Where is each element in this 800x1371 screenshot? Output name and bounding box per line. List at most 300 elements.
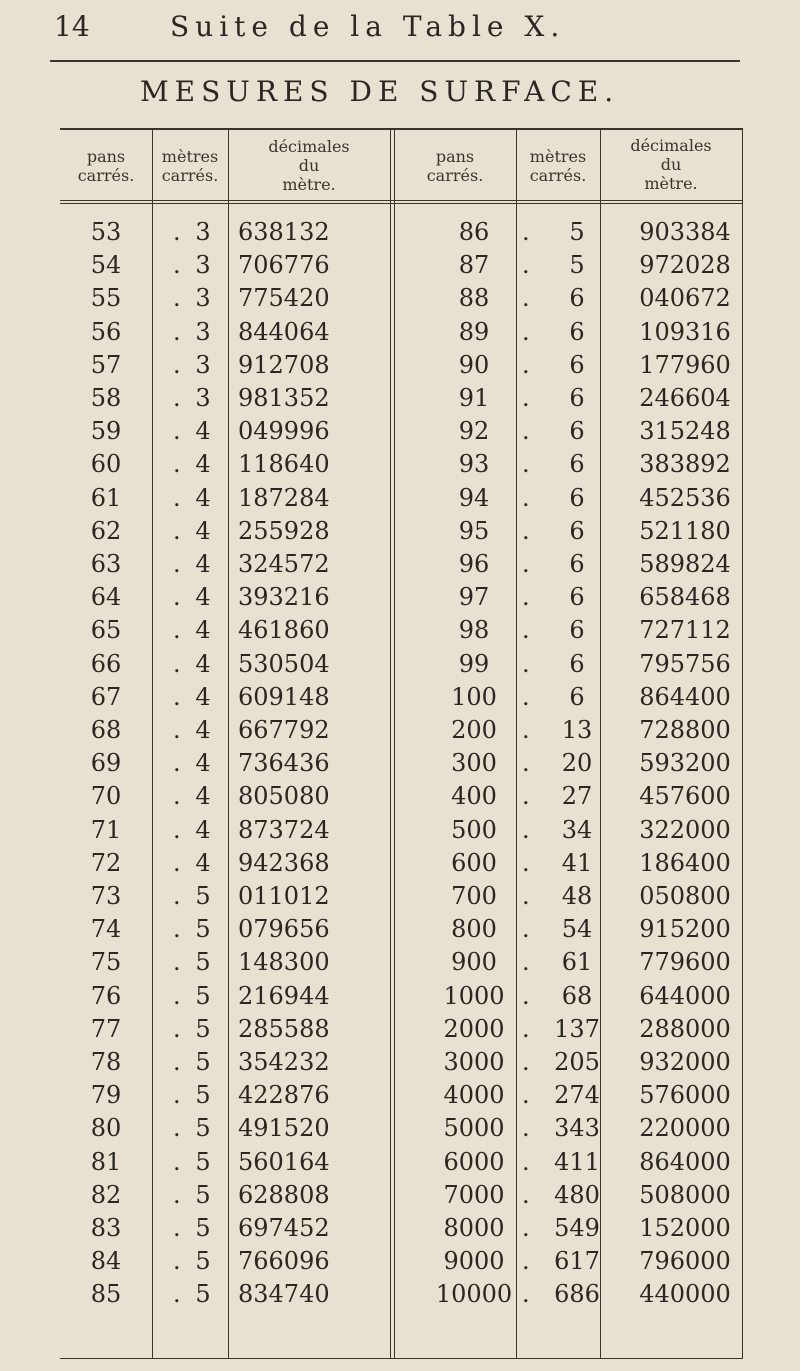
pans-right-cell: 92 (458, 417, 490, 446)
decimals-left-cell: 354232 (238, 1048, 330, 1076)
metres-right-cell: 13 (561, 716, 593, 744)
metres-right-cell: 5 (569, 218, 585, 246)
metres-left-cell: 5 (195, 948, 211, 977)
separator-dot: . (522, 1014, 530, 1043)
separator-dot: . (173, 384, 181, 412)
decimals-left-cell: 942368 (238, 848, 330, 877)
table-row (60, 349, 742, 382)
pans-left-cell: 66 (90, 649, 122, 678)
decimals-right-cell: 186400 (639, 848, 731, 877)
pans-right-cell: 100 (451, 682, 497, 711)
separator-dot: . (173, 1048, 181, 1076)
metres-left-cell: 4 (195, 682, 211, 711)
table-row (60, 847, 742, 880)
separator-dot: . (173, 981, 181, 1010)
pans-left-cell: 85 (90, 1280, 122, 1309)
separator-dot: . (173, 882, 181, 910)
pans-right-cell: 400 (451, 782, 497, 811)
decimals-right-cell: 903384 (639, 218, 731, 246)
pans-left-cell: 63 (90, 550, 122, 578)
table-row (60, 780, 742, 813)
separator-dot: . (522, 550, 530, 578)
pans-right-cell: 700 (451, 882, 497, 910)
table-row (60, 1146, 742, 1179)
separator-dot: . (173, 218, 181, 246)
separator-dot: . (173, 915, 181, 944)
separator-dot: . (522, 815, 530, 844)
separator-dot: . (522, 616, 530, 645)
decimals-left-cell: 187284 (238, 483, 330, 512)
pans-left-cell: 73 (90, 882, 122, 910)
separator-dot: . (173, 782, 181, 811)
metres-left-cell: 4 (195, 749, 211, 778)
metres-right-cell: 6 (569, 682, 585, 711)
decimals-right-cell: 915200 (639, 915, 731, 944)
decimals-right-cell: 864400 (639, 682, 731, 711)
pans-left-cell: 76 (90, 981, 122, 1010)
metres-right-cell: 68 (561, 981, 593, 1010)
separator-dot: . (173, 483, 181, 512)
top-rule (50, 60, 740, 62)
metres-left-cell: 4 (195, 450, 211, 479)
decimals-right-cell: 109316 (639, 317, 731, 346)
separator-dot: . (522, 1114, 530, 1143)
metres-right-cell: 5 (569, 251, 585, 280)
decimals-right-cell: 246604 (639, 384, 731, 412)
separator-dot: . (173, 550, 181, 578)
decimals-left-cell: 766096 (238, 1247, 330, 1276)
table-row (60, 316, 742, 349)
table-row (60, 614, 742, 647)
metres-right-cell: 480 (554, 1180, 600, 1209)
pans-left-cell: 65 (90, 616, 122, 645)
metres-right-cell: 6 (569, 550, 585, 578)
separator-dot: . (522, 516, 530, 545)
table-row (60, 681, 742, 714)
decimals-right-cell: 315248 (639, 417, 731, 446)
pans-left-cell: 78 (90, 1048, 122, 1076)
metres-left-cell: 3 (195, 218, 211, 246)
pans-right-cell: 300 (451, 749, 497, 778)
decimals-right-cell: 644000 (639, 981, 731, 1010)
pans-right-cell: 88 (458, 284, 490, 313)
metres-right-cell: 54 (561, 915, 593, 944)
header-rule (60, 203, 742, 204)
metres-right-cell: 6 (569, 284, 585, 313)
separator-dot: . (522, 417, 530, 446)
pans-right-cell: 8000 (443, 1214, 505, 1242)
separator-dot: . (173, 516, 181, 545)
separator-dot: . (173, 251, 181, 280)
table-row (60, 1013, 742, 1046)
metres-right-cell: 20 (561, 749, 593, 778)
pans-right-cell: 86 (458, 218, 490, 246)
decimals-right-cell: 864000 (639, 1147, 731, 1176)
decimals-left-cell: 255928 (238, 516, 330, 545)
pans-right-cell: 200 (451, 716, 497, 744)
metres-left-cell: 4 (195, 417, 211, 446)
separator-dot: . (522, 1180, 530, 1209)
table-row (60, 814, 742, 847)
metres-left-cell: 3 (195, 317, 211, 346)
decimals-right-cell: 177960 (639, 350, 731, 379)
decimals-right-cell: 288000 (639, 1014, 731, 1043)
pans-left-cell: 64 (90, 583, 122, 612)
separator-dot: . (173, 583, 181, 612)
decimals-left-cell: 049996 (238, 417, 330, 446)
pans-right-cell: 600 (451, 848, 497, 877)
decimals-right-cell: 457600 (639, 782, 731, 811)
metres-left-cell: 5 (195, 1114, 211, 1143)
separator-dot: . (173, 450, 181, 479)
metres-right-cell: 549 (554, 1214, 600, 1242)
separator-dot: . (522, 1247, 530, 1276)
metres-left-cell: 4 (195, 716, 211, 744)
metres-left-cell: 5 (195, 1081, 211, 1110)
metres-left-cell: 3 (195, 284, 211, 313)
decimals-right-cell: 728800 (639, 716, 731, 744)
decimals-right-cell: 322000 (639, 815, 731, 844)
separator-dot: . (173, 616, 181, 645)
separator-dot: . (522, 483, 530, 512)
pans-left-cell: 72 (90, 848, 122, 877)
column-header: mètres carrés. (161, 147, 219, 185)
pans-right-cell: 96 (458, 550, 490, 578)
separator-dot: . (173, 284, 181, 313)
separator-dot: . (173, 948, 181, 977)
pans-left-cell: 80 (90, 1114, 122, 1143)
metres-right-cell: 411 (554, 1147, 600, 1176)
separator-dot: . (522, 1280, 530, 1309)
metres-right-cell: 6 (569, 483, 585, 512)
separator-dot: . (173, 1014, 181, 1043)
separator-dot: . (522, 882, 530, 910)
metres-left-cell: 4 (195, 583, 211, 612)
metres-right-cell: 6 (569, 317, 585, 346)
decimals-left-cell: 011012 (238, 882, 330, 910)
separator-dot: . (522, 915, 530, 944)
pans-left-cell: 54 (90, 251, 122, 280)
table-row (60, 913, 742, 946)
pans-right-cell: 5000 (443, 1114, 505, 1143)
table-row (60, 515, 742, 548)
metres-right-cell: 343 (554, 1114, 600, 1143)
pans-left-cell: 81 (90, 1147, 122, 1176)
decimals-right-cell: 727112 (639, 616, 731, 645)
metres-left-cell: 4 (195, 815, 211, 844)
pans-left-cell: 70 (90, 782, 122, 811)
pans-right-cell: 10000 (435, 1280, 513, 1309)
metres-right-cell: 27 (561, 782, 593, 811)
pans-right-cell: 94 (458, 483, 490, 512)
metres-left-cell: 4 (195, 550, 211, 578)
separator-dot: . (173, 649, 181, 678)
metres-left-cell: 5 (195, 1180, 211, 1209)
metres-left-cell: 4 (195, 782, 211, 811)
decimals-left-cell: 981352 (238, 384, 330, 412)
table-row (60, 648, 742, 681)
table-row (60, 714, 742, 747)
table-title: MESURES DE SURFACE. (140, 75, 620, 108)
separator-dot: . (522, 1081, 530, 1110)
pans-left-cell: 84 (90, 1247, 122, 1276)
pans-right-cell: 4000 (443, 1081, 505, 1110)
pans-left-cell: 57 (90, 350, 122, 379)
pans-right-cell: 98 (458, 616, 490, 645)
pans-left-cell: 83 (90, 1214, 122, 1242)
decimals-left-cell: 393216 (238, 583, 330, 612)
column-header: pans carrés. (77, 147, 135, 185)
separator-dot: . (173, 848, 181, 877)
table-row (60, 1278, 742, 1311)
decimals-right-cell: 795756 (639, 649, 731, 678)
metres-right-cell: 6 (569, 450, 585, 479)
metres-left-cell: 5 (195, 1048, 211, 1076)
table-row (60, 1112, 742, 1145)
decimals-right-cell: 593200 (639, 749, 731, 778)
metres-left-cell: 5 (195, 1280, 211, 1309)
decimals-right-cell: 452536 (639, 483, 731, 512)
table-row (60, 946, 742, 979)
separator-dot: . (173, 1147, 181, 1176)
pans-right-cell: 90 (458, 350, 490, 379)
metres-right-cell: 6 (569, 350, 585, 379)
column-header: décimales du mètre. (630, 135, 712, 193)
metres-right-cell: 6 (569, 516, 585, 545)
metres-left-cell: 5 (195, 981, 211, 1010)
decimals-right-cell: 972028 (639, 251, 731, 280)
pans-right-cell: 3000 (443, 1048, 505, 1076)
decimals-left-cell: 736436 (238, 749, 330, 778)
separator-dot: . (173, 682, 181, 711)
pans-right-cell: 1000 (443, 981, 505, 1010)
metres-left-cell: 4 (195, 616, 211, 645)
separator-dot: . (173, 1214, 181, 1242)
pans-left-cell: 58 (90, 384, 122, 412)
metres-left-cell: 4 (195, 649, 211, 678)
metres-right-cell: 274 (554, 1081, 600, 1110)
column-header: mètres carrés. (529, 147, 587, 185)
pans-left-cell: 53 (90, 218, 122, 246)
separator-dot: . (522, 981, 530, 1010)
metres-left-cell: 3 (195, 350, 211, 379)
separator-dot: . (173, 1247, 181, 1276)
metres-left-cell: 4 (195, 848, 211, 877)
decimals-right-cell: 152000 (639, 1214, 731, 1242)
decimals-left-cell: 805080 (238, 782, 330, 811)
decimals-right-cell: 576000 (639, 1081, 731, 1110)
running-title: Suite de la Table X. (170, 10, 566, 43)
pans-left-cell: 71 (90, 815, 122, 844)
separator-dot: . (522, 350, 530, 379)
decimals-right-cell: 383892 (639, 450, 731, 479)
metres-right-cell: 48 (561, 882, 593, 910)
table-row (60, 581, 742, 614)
separator-dot: . (522, 384, 530, 412)
pans-left-cell: 75 (90, 948, 122, 977)
separator-dot: . (522, 782, 530, 811)
separator-dot: . (173, 417, 181, 446)
decimals-right-cell: 779600 (639, 948, 731, 977)
decimals-left-cell: 628808 (238, 1180, 330, 1209)
decimals-left-cell: 079656 (238, 915, 330, 944)
table-row (60, 282, 742, 315)
pans-left-cell: 62 (90, 516, 122, 545)
page-number: 14 (54, 10, 90, 43)
decimals-left-cell: 118640 (238, 450, 330, 479)
pans-left-cell: 67 (90, 682, 122, 711)
pans-right-cell: 800 (451, 915, 497, 944)
metres-right-cell: 61 (561, 948, 593, 977)
metres-left-cell: 5 (195, 882, 211, 910)
table-row (60, 548, 742, 581)
decimals-left-cell: 560164 (238, 1147, 330, 1176)
separator-dot: . (522, 848, 530, 877)
separator-dot: . (173, 350, 181, 379)
pans-left-cell: 59 (90, 417, 122, 446)
decimals-left-cell: 324572 (238, 550, 330, 578)
pans-right-cell: 9000 (443, 1247, 505, 1276)
pans-left-cell: 77 (90, 1014, 122, 1043)
pans-right-cell: 93 (458, 450, 490, 479)
metres-right-cell: 617 (554, 1247, 600, 1276)
pans-left-cell: 68 (90, 716, 122, 744)
pans-right-cell: 97 (458, 583, 490, 612)
table-row (60, 448, 742, 481)
metres-right-cell: 41 (561, 848, 593, 877)
metres-left-cell: 4 (195, 483, 211, 512)
decimals-right-cell: 932000 (639, 1048, 731, 1076)
metres-right-cell: 6 (569, 384, 585, 412)
decimals-right-cell: 220000 (639, 1114, 731, 1143)
pans-right-cell: 89 (458, 317, 490, 346)
metres-left-cell: 5 (195, 1014, 211, 1043)
header-rule (60, 200, 742, 201)
metres-right-cell: 205 (554, 1048, 600, 1076)
metres-left-cell: 5 (195, 1247, 211, 1276)
metres-left-cell: 5 (195, 915, 211, 944)
decimals-right-cell: 050800 (639, 882, 731, 910)
decimals-left-cell: 834740 (238, 1280, 330, 1309)
separator-dot: . (173, 1081, 181, 1110)
decimals-left-cell: 491520 (238, 1114, 330, 1143)
separator-dot: . (173, 1280, 181, 1309)
separator-dot: . (522, 682, 530, 711)
decimals-right-cell: 440000 (639, 1280, 731, 1309)
pans-right-cell: 6000 (443, 1147, 505, 1176)
column-header: pans carrés. (426, 147, 484, 185)
decimals-left-cell: 667792 (238, 716, 330, 744)
separator-dot: . (173, 749, 181, 778)
pans-right-cell: 900 (451, 948, 497, 977)
pans-left-cell: 55 (90, 284, 122, 313)
separator-dot: . (522, 749, 530, 778)
table-row (60, 880, 742, 913)
decimals-left-cell: 609148 (238, 682, 330, 711)
metres-right-cell: 6 (569, 583, 585, 612)
decimals-left-cell: 216944 (238, 981, 330, 1010)
separator-dot: . (173, 317, 181, 346)
separator-dot: . (173, 815, 181, 844)
column-header: décimales du mètre. (268, 136, 350, 194)
decimals-left-cell: 422876 (238, 1081, 330, 1110)
pans-right-cell: 500 (451, 815, 497, 844)
metres-right-cell: 686 (554, 1280, 600, 1309)
separator-dot: . (522, 284, 530, 313)
decimals-left-cell: 148300 (238, 948, 330, 977)
metres-left-cell: 5 (195, 1147, 211, 1176)
metres-left-cell: 3 (195, 251, 211, 280)
table-row (60, 1179, 742, 1212)
table-row (60, 249, 742, 282)
pans-left-cell: 56 (90, 317, 122, 346)
metres-right-cell: 6 (569, 616, 585, 645)
decimals-left-cell: 638132 (238, 218, 330, 246)
separator-dot: . (522, 948, 530, 977)
table-row (60, 415, 742, 448)
table-row (60, 1212, 742, 1245)
separator-dot: . (522, 450, 530, 479)
metres-left-cell: 5 (195, 1214, 211, 1242)
separator-dot: . (522, 218, 530, 246)
pans-right-cell: 87 (458, 251, 490, 280)
pans-right-cell: 95 (458, 516, 490, 545)
decimals-left-cell: 844064 (238, 317, 330, 346)
table-row (60, 216, 742, 249)
decimals-left-cell: 706776 (238, 251, 330, 280)
pans-right-cell: 2000 (443, 1014, 505, 1043)
table-row (60, 482, 742, 515)
separator-dot: . (522, 583, 530, 612)
metres-right-cell: 6 (569, 417, 585, 446)
decimals-left-cell: 530504 (238, 649, 330, 678)
decimals-right-cell: 040672 (639, 284, 731, 313)
separator-dot: . (522, 649, 530, 678)
pans-left-cell: 82 (90, 1180, 122, 1209)
decimals-right-cell: 521180 (639, 516, 731, 545)
decimals-left-cell: 285588 (238, 1014, 330, 1043)
decimals-left-cell: 697452 (238, 1214, 330, 1242)
table-row (60, 1245, 742, 1278)
separator-dot: . (173, 1114, 181, 1143)
decimals-right-cell: 796000 (639, 1247, 731, 1276)
decimals-left-cell: 775420 (238, 284, 330, 313)
separator-dot: . (522, 1214, 530, 1242)
pans-right-cell: 99 (458, 649, 490, 678)
pans-right-cell: 7000 (443, 1180, 505, 1209)
pans-left-cell: 79 (90, 1081, 122, 1110)
decimals-left-cell: 873724 (238, 815, 330, 844)
separator-dot: . (522, 1048, 530, 1076)
decimals-left-cell: 461860 (238, 616, 330, 645)
decimals-right-cell: 589824 (639, 550, 731, 578)
pans-left-cell: 61 (90, 483, 122, 512)
pans-right-cell: 91 (458, 384, 490, 412)
decimals-right-cell: 658468 (639, 583, 731, 612)
table-row (60, 747, 742, 780)
pans-left-cell: 69 (90, 749, 122, 778)
pans-left-cell: 74 (90, 915, 122, 944)
table-row (60, 1046, 742, 1079)
metres-right-cell: 6 (569, 649, 585, 678)
table-row (60, 1079, 742, 1112)
separator-dot: . (522, 251, 530, 280)
decimals-right-cell: 508000 (639, 1180, 731, 1209)
metres-left-cell: 4 (195, 516, 211, 545)
pans-left-cell: 60 (90, 450, 122, 479)
metres-left-cell: 3 (195, 384, 211, 412)
separator-dot: . (522, 317, 530, 346)
